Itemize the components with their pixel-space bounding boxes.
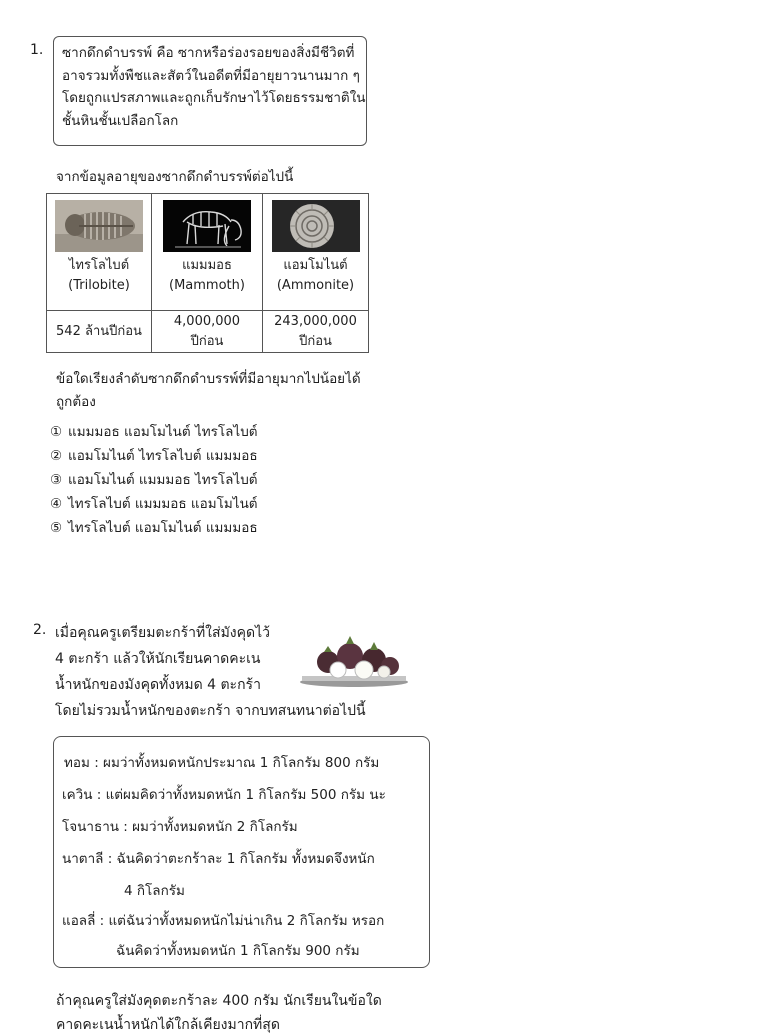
- mammoth-age: 4,000,000 ปีก่อน: [152, 311, 263, 353]
- question-2-line: น้ำหนักของมังคุดทั้งหมด 4 ตะกร้า: [55, 677, 261, 693]
- trilobite-image: [55, 200, 143, 252]
- dialogue-tom: ทอม : ผมว่าทั้งหมดหนักประมาณ 1 กิโลกรัม 800 กรัม: [64, 755, 380, 771]
- choice-marker: ④: [50, 496, 63, 512]
- choice-marker: ②: [50, 448, 63, 464]
- question-2-line: โดยไม่รวมน้ำหนักของตะกร้า จากบทสนทนาต่อไปนี้: [55, 703, 366, 719]
- ammonite-english-name: (Ammonite): [276, 278, 355, 293]
- question-1-text: ข้อใดเรียงลำดับซากดึกดำบรรพ์ที่มีอายุมากไปน้อยได้ ถูกต้อง: [56, 371, 361, 410]
- question-2-prompt: ถ้าคุณครูใส่มังคุดตะกร้าละ 400 กรัม นักเรียนในข้อใด: [56, 993, 382, 1009]
- definition-line: อาจรวมทั้งพืชและสัตว์ในอดีตที่มีอายุยาวนานมาก ๆ: [62, 67, 360, 84]
- definition-line: ชั้นหินชั้นเปลือกโลก: [62, 112, 179, 129]
- ammonite-thai-name: แอมโมไนต์: [283, 258, 348, 273]
- definition-line: โดยถูกแปรสภาพและถูกเก็บรักษาไว้โดยธรรมชาติใน: [62, 90, 366, 106]
- trilobite-thai-name: ไทรโลไบต์: [68, 258, 130, 273]
- question-2-line: เมื่อคุณครูเตรียมตะกร้าที่ใส่มังคุดไว้: [55, 625, 270, 641]
- mammoth-english-name: (Mammoth): [169, 278, 245, 293]
- question-2-prompt: คาดคะเนน้ำหนักได้ใกล้เคียงมากที่สุด: [56, 1017, 280, 1033]
- mangosteen-basket-image: [298, 622, 410, 690]
- choice-marker: ①: [50, 424, 63, 440]
- question-1-number: 1.: [30, 42, 44, 58]
- dialogue-jonathan: โจนาธาน : ผมว่าทั้งหมดหนัก 2 กิโลกรัม: [62, 819, 298, 835]
- trilobite-english-name: (Trilobite): [68, 278, 130, 293]
- fossil-table: [46, 193, 369, 353]
- fossil-cell-trilobite: [47, 194, 152, 311]
- choice-4[interactable]: ④ ไทรโลไบต์ แมมมอธ แอมโมไนต์: [50, 496, 258, 512]
- dialogue-natalie: นาตาลี : ฉันคิดว่าตะกร้าละ 1 กิโลกรัม ทั้งหมดจึงหนัก: [62, 851, 375, 867]
- choice-marker: ③: [50, 472, 63, 488]
- mammoth-thai-name: แมมมอธ: [182, 258, 232, 273]
- ammonite-image: [272, 200, 360, 252]
- choice-5[interactable]: ⑤ ไทรโลไบต์ แอมโมไนต์ แมมมอธ: [50, 520, 258, 536]
- ammonite-age: 243,000,000 ปีก่อน: [263, 311, 369, 353]
- question-1-intro: จากข้อมูลอายุของซากดึกดำบรรพ์ต่อไปนี้: [56, 169, 294, 185]
- choice-3[interactable]: ③ แอมโมไนต์ แมมมอธ ไทรโลไบต์: [50, 472, 258, 488]
- definition-box: [53, 36, 367, 146]
- question-2-line: 4 ตะกร้า แล้วให้นักเรียนคาดคะเน: [55, 651, 261, 667]
- dialogue-ellie: แอลลี่ : แต่ฉันว่าทั้งหมดหนักไม่น่าเกิน 2 กิโลกรัม หรอก: [62, 913, 385, 929]
- choice-1[interactable]: ① แมมมอธ แอมโมไนต์ ไทรโลไบต์: [50, 424, 258, 440]
- choice-marker: ⑤: [50, 520, 63, 536]
- fossil-cell-ammonite: [263, 194, 369, 311]
- definition-line: ซากดึกดำบรรพ์ คือ ซากหรือร่องรอยของสิ่งมีชีวิตที่: [62, 45, 355, 61]
- dialogue-box: [53, 736, 430, 968]
- trilobite-age: 542 ล้านปีก่อน: [47, 311, 152, 353]
- dialogue-kevin: เควิน : แต่ผมคิดว่าทั้งหมดหนัก 1 กิโลกรัม 500 กรัม นะ: [62, 787, 386, 803]
- fossil-cell-mammoth: [152, 194, 263, 311]
- choice-2[interactable]: ② แอมโมไนต์ ไทรโลไบต์ แมมมอธ: [50, 448, 258, 464]
- dialogue-natalie-continued: 4 กิโลกรัม: [124, 883, 185, 899]
- dialogue-ellie-continued: ฉันคิดว่าทั้งหมดหนัก 1 กิโลกรัม 900 กรัม: [116, 943, 360, 959]
- question-2-number: 2.: [33, 622, 47, 638]
- mammoth-image: [163, 200, 251, 252]
